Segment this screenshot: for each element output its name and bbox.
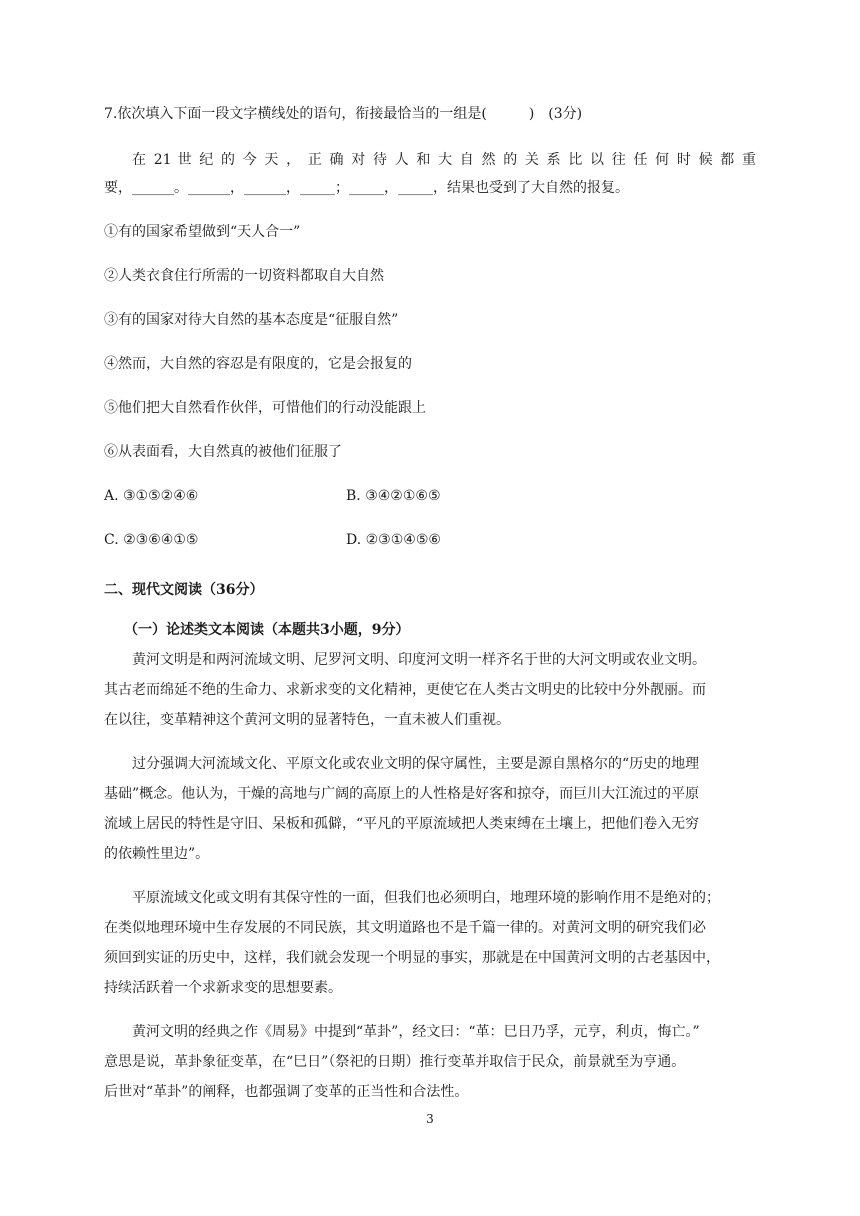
paragraph-3-line: 持续活跃着一个求新求变的思想要素。 bbox=[104, 980, 342, 996]
choice-item: ④然而，大自然的容忍是有限度的，它是会报复的 bbox=[104, 356, 412, 372]
question-7-passage-line-1: 在 21 世 纪 的 今 天 ， 正 确 对 待 人 和 大 自 然 的 关 系 比 以 往 任 何 时 候 都 重 bbox=[132, 152, 756, 168]
paragraph-3-line: 须回到实证的历史中，这样，我们就会发现一个明显的事实，那就是在中国黄河文明的古老基因中， bbox=[104, 950, 720, 966]
choice-item: ②人类衣食住行所需的一切资料都取自大自然 bbox=[104, 268, 384, 284]
question-7-stem: 7.依次填入下面一段文字横线处的语句，衔接最恰当的一组是( ) (3分) bbox=[104, 106, 583, 122]
option-c: C. ②③⑥④①⑤ bbox=[104, 532, 199, 548]
section-title: 二、现代文阅读（36分） bbox=[104, 582, 264, 598]
paragraph-1-line: 黄河文明是和两河流域文明、尼罗河文明、印度河文明一样齐名于世的大河文明或农业文明。 bbox=[132, 652, 706, 668]
page-number: 3 bbox=[426, 1112, 434, 1126]
option-a: A. ③①⑤②④⑥ bbox=[104, 488, 199, 504]
paragraph-3-line: 平原流域文化或文明有其保守性的一面，但我们也必须明白，地理环境的影响作用不是绝对的； bbox=[132, 890, 720, 906]
paragraph-1-line: 其古老而绵延不绝的生命力、求新求变的文化精神，更使它在人类古文明史的比较中分外靓丽。而 bbox=[104, 682, 706, 698]
choice-item: ①有的国家希望做到“天人合一” bbox=[104, 224, 301, 240]
paragraph-3-line: 在类似地理环境中生存发展的不同民族，其文明道路也不是千篇一律的。对黄河文明的研究我们必 bbox=[104, 920, 706, 936]
paragraph-2-line: 基础”概念。他认为，干燥的高地与广阔的高原上的人性格是好客和掠夺，而巨川大江流过的平原 bbox=[104, 786, 700, 802]
choice-item: ③有的国家对待大自然的基本态度是“征服自然” bbox=[104, 312, 399, 328]
paragraph-4-line: 后世对“革卦”的阐释，也都强调了变革的正当性和合法性。 bbox=[104, 1084, 469, 1100]
section-subtitle: （一）论述类文本阅读（本题共3小题，9分） bbox=[124, 622, 410, 638]
option-d: D. ②③①④⑤⑥ bbox=[346, 532, 441, 548]
paragraph-1-line: 在以往，变革精神这个黄河文明的显著特色，一直未被人们重视。 bbox=[104, 712, 510, 728]
question-7-passage-line-2: 要，______。______，______，_____；_____，_____，结果也受到了大自然的报复。 bbox=[104, 180, 629, 196]
paragraph-2-line: 的依赖性里边”。 bbox=[104, 846, 210, 862]
paragraph-4-line: 意思是说，革卦象征变革，在“巳日”（祭祀的日期）推行变革并取信于民众，前景就至为亨通。 bbox=[104, 1054, 686, 1070]
choice-item: ⑥从表面看，大自然真的被他们征服了 bbox=[104, 444, 342, 460]
paragraph-2-line: 流域上居民的特性是守旧、呆板和孤僻，“平凡的平原流域把人类束缚在土壤上，把他们卷入无穷 bbox=[104, 816, 700, 832]
option-b: B. ③④②①⑥⑤ bbox=[346, 488, 441, 504]
paragraph-2-line: 过分强调大河流域文化、平原文化或农业文明的保守属性，主要是源自黑格尔的“历史的地理 bbox=[132, 756, 700, 772]
choice-item: ⑤他们把大自然看作伙伴，可惜他们的行动没能跟上 bbox=[104, 400, 426, 416]
paragraph-4-line: 黄河文明的经典之作《周易》中提到“革卦”，经文曰：“革：巳日乃孚，元亨，利贞，悔亡。” bbox=[132, 1024, 700, 1040]
